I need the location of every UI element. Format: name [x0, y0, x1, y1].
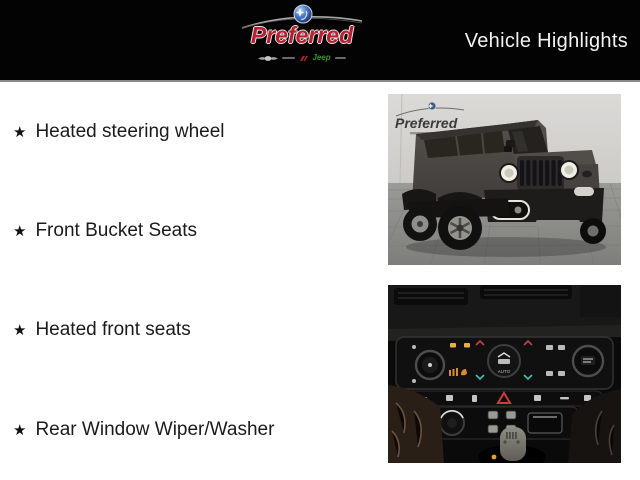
dodge-stripes-icon: [299, 55, 308, 62]
feature-label: Rear Window Wiper/Washer: [35, 419, 275, 440]
jeep-wordmark: Jeep: [312, 53, 331, 62]
svg-text:AUTO: AUTO: [497, 369, 511, 374]
photo-interior-console: [388, 285, 621, 463]
feature-item: [13, 121, 225, 143]
dealer-name: Preferred: [250, 22, 354, 48]
dealer-logo: [236, 4, 368, 68]
star-icon: ★: [13, 222, 27, 240]
feature-item: [13, 419, 274, 441]
feature-label: Heated steering wheel: [35, 121, 225, 142]
feature-label: Heated front seats: [35, 319, 191, 340]
feature-label: Front Bucket Seats: [35, 220, 198, 241]
star-icon: ★: [13, 321, 27, 339]
chrysler-wing-icon: [258, 55, 278, 62]
globe-icon: [293, 4, 313, 24]
jeep-exterior-illustration: [388, 94, 621, 265]
feature-item: [13, 319, 191, 341]
photo-exterior-jeep: [388, 94, 621, 265]
brand-text-blur: [335, 57, 346, 59]
brand-text-blur: [282, 57, 295, 59]
brand-logos-row: [236, 52, 368, 64]
header-bar: [0, 0, 640, 82]
feature-item: [13, 220, 197, 242]
star-icon: ★: [13, 123, 27, 141]
star-icon: ★: [13, 421, 27, 439]
photo-watermark-text: Preferred: [395, 115, 458, 131]
page-title: Vehicle Highlights: [464, 30, 628, 52]
jeep-interior-illustration: [388, 285, 621, 463]
